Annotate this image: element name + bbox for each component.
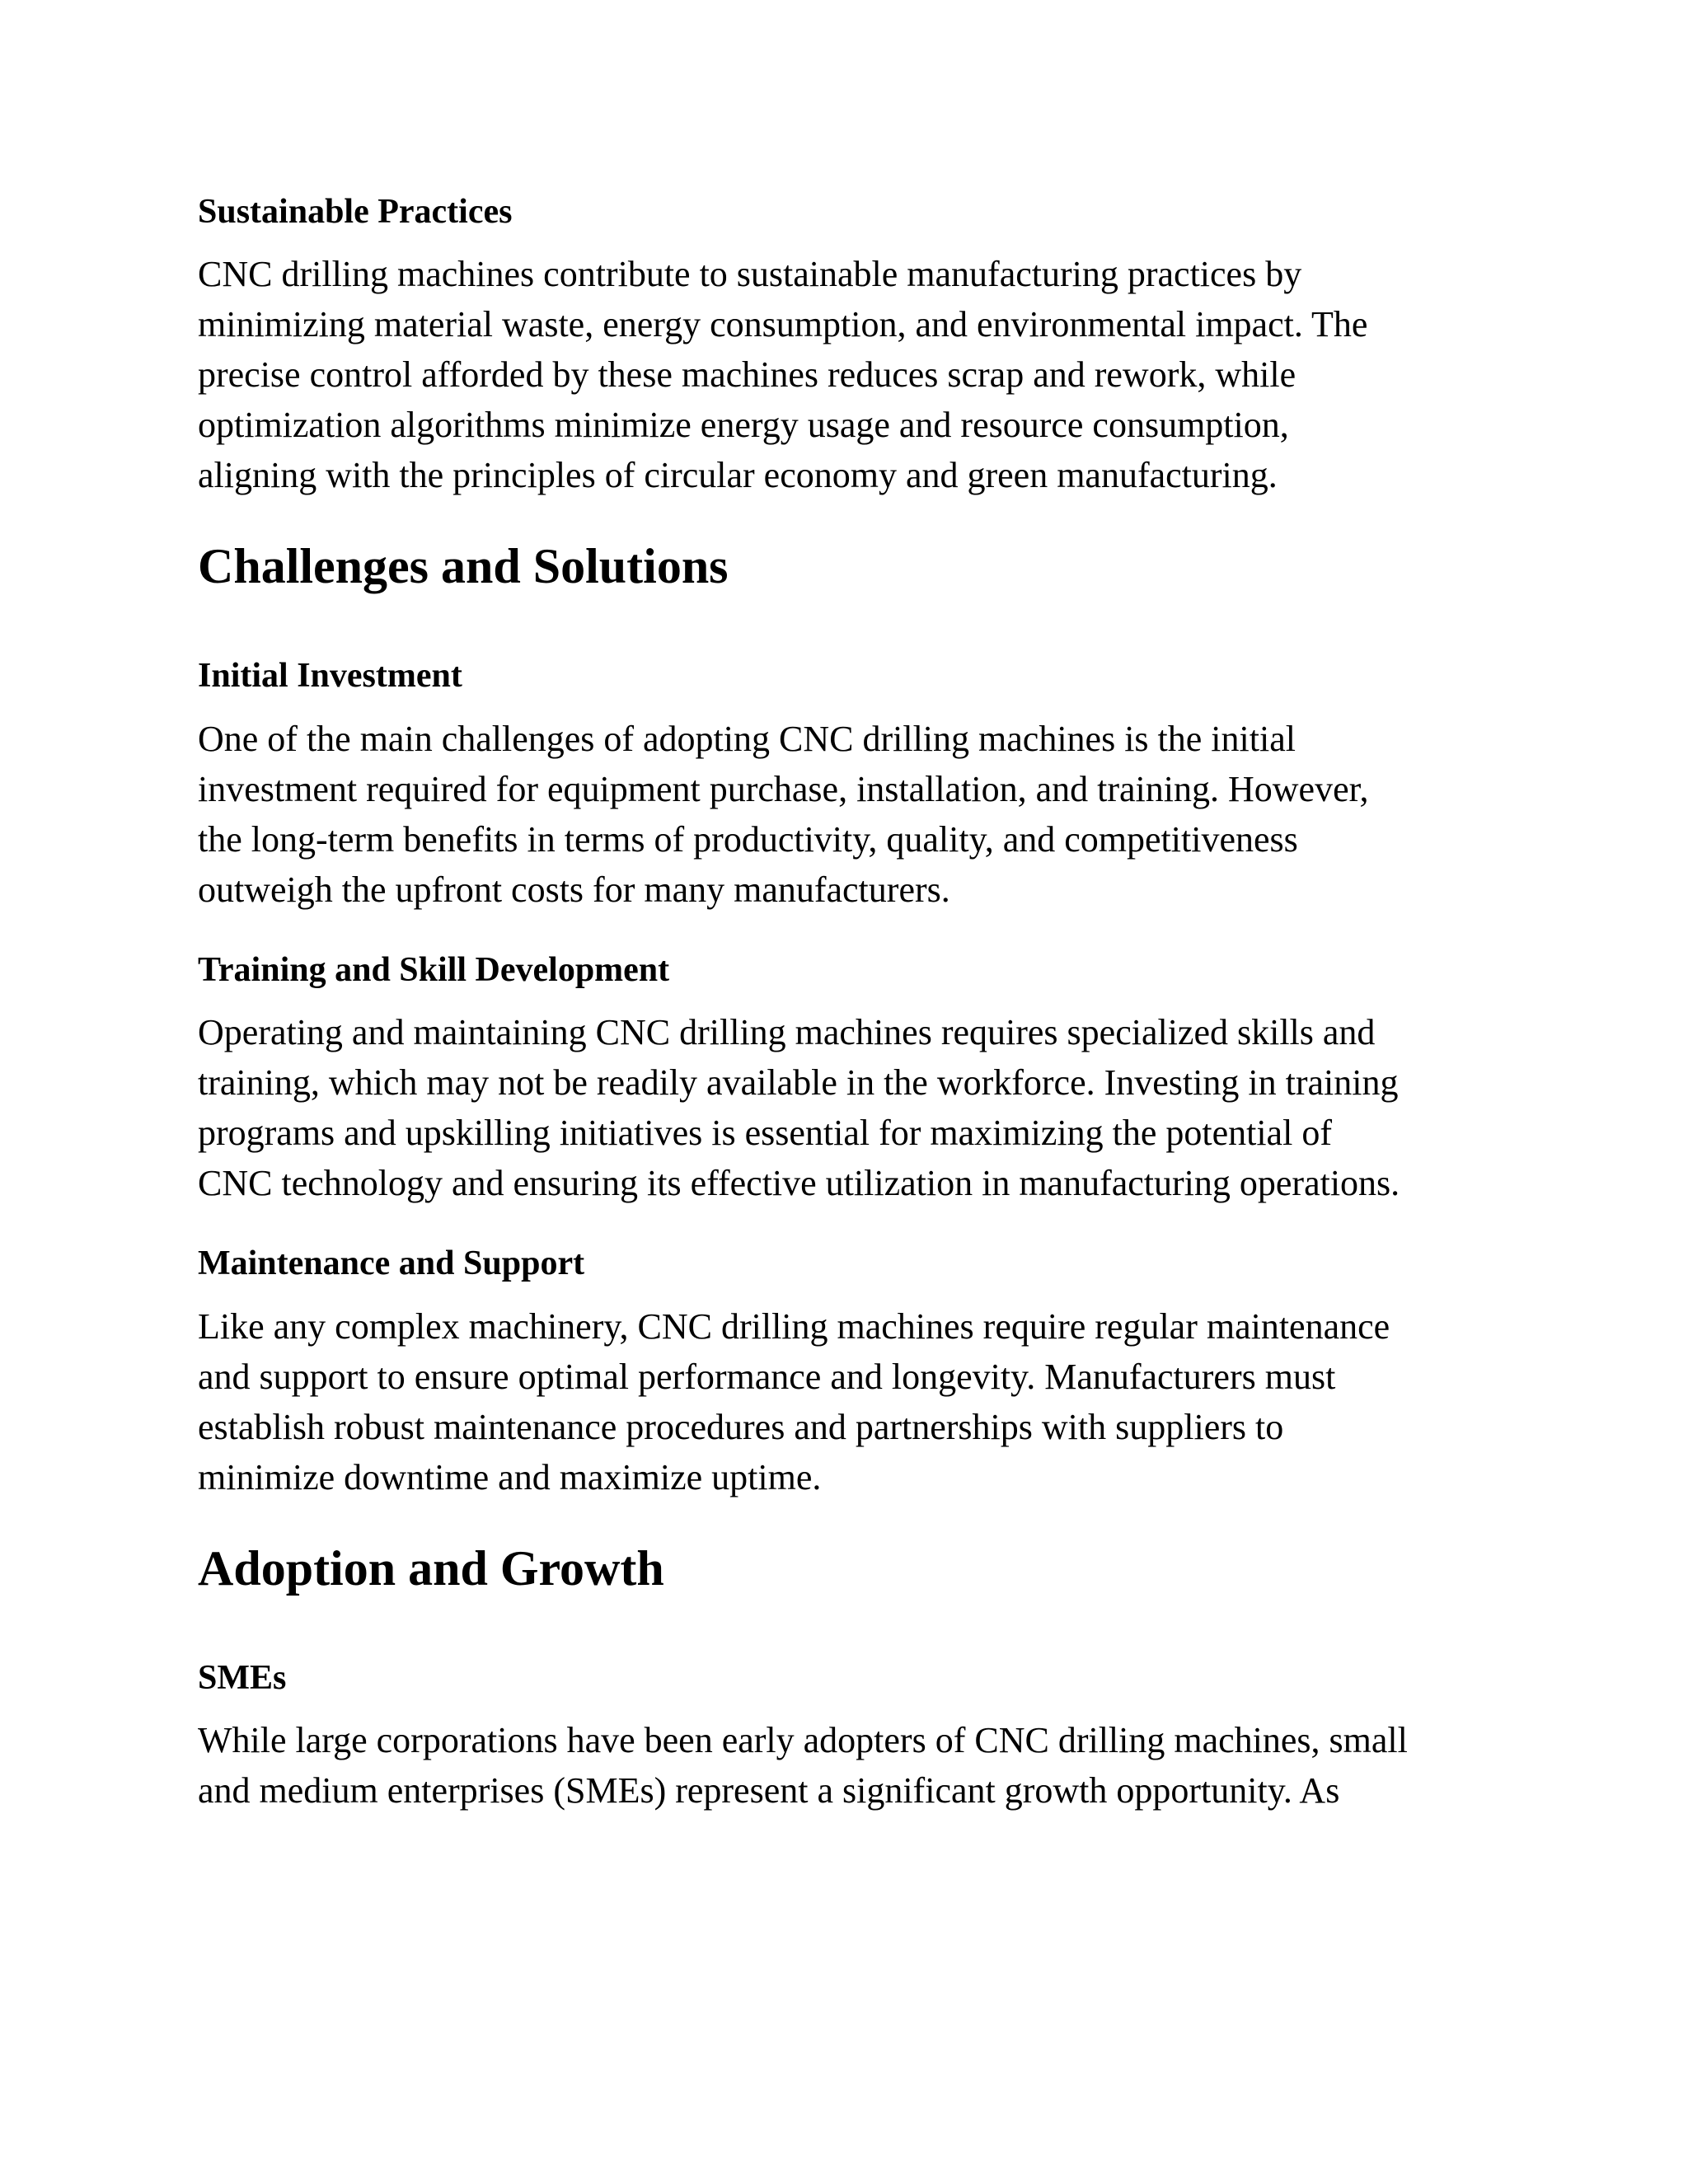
heading-sustainable-practices: Sustainable Practices xyxy=(198,193,513,231)
text-line: CNC drilling machines contribute to sustainable manufacturing practices by xyxy=(198,254,1302,295)
text-line: Operating and maintaining CNC drilling machines requires specialized skills and xyxy=(198,1012,1376,1053)
text-line: the long-term benefits in terms of productivity, quality, and competitiveness xyxy=(198,818,1298,860)
heading-challenges-and-solutions: Challenges and Solutions xyxy=(198,539,729,594)
heading-training-and-skill-development: Training and Skill Development xyxy=(198,950,670,989)
text-line: precise control afforded by these machines reduces scrap and rework, while xyxy=(198,354,1296,396)
text-line: and medium enterprises (SMEs) represent a significant growth opportunity. As xyxy=(198,1769,1340,1811)
text-line: establish robust maintenance procedures and partnerships with suppliers to xyxy=(198,1406,1284,1447)
text-line: optimization algorithms minimize energy usage and resource consumption, xyxy=(198,405,1289,446)
paragraph-initial-investment xyxy=(198,714,1500,915)
text-line: While large corporations have been early adopters of CNC drilling machines, small xyxy=(198,1719,1408,1760)
paragraph-smes xyxy=(198,1715,1500,1816)
text-line: minimize downtime and maximize uptime. xyxy=(198,1456,822,1497)
text-line: investment required for equipment purchase, installation, and training. However, xyxy=(198,768,1369,809)
text-line: programs and upskilling initiatives is essential for maximizing the potential of xyxy=(198,1113,1332,1154)
text-line: aligning with the principles of circular economy and green manufacturing. xyxy=(198,455,1278,496)
heading-initial-investment: Initial Investment xyxy=(198,657,462,696)
text-line: and support to ensure optimal performance and longevity. Manufacturers must xyxy=(198,1356,1336,1397)
heading-maintenance-and-support: Maintenance and Support xyxy=(198,1244,585,1283)
paragraph-sustainable-practices xyxy=(198,249,1500,500)
heading-adoption-and-growth: Adoption and Growth xyxy=(198,1540,664,1596)
text-line: CNC technology and ensuring its effective utilization in manufacturing operations. xyxy=(198,1163,1400,1204)
paragraph-maintenance-and-support xyxy=(198,1301,1500,1502)
text-line: training, which may not be readily available in the workforce. Investing in training xyxy=(198,1062,1399,1104)
text-line: outweigh the upfront costs for many manufacturers. xyxy=(198,869,950,910)
document-page xyxy=(198,191,1500,1816)
text-line: Like any complex machinery, CNC drilling machines require regular maintenance xyxy=(198,1305,1390,1347)
heading-smes: SMEs xyxy=(198,1658,287,1697)
text-line: One of the main challenges of adopting CNC drilling machines is the initial xyxy=(198,718,1296,759)
paragraph-training-and-skill-development xyxy=(198,1007,1500,1208)
text-line: minimizing material waste, energy consumption, and environmental impact. The xyxy=(198,304,1368,345)
